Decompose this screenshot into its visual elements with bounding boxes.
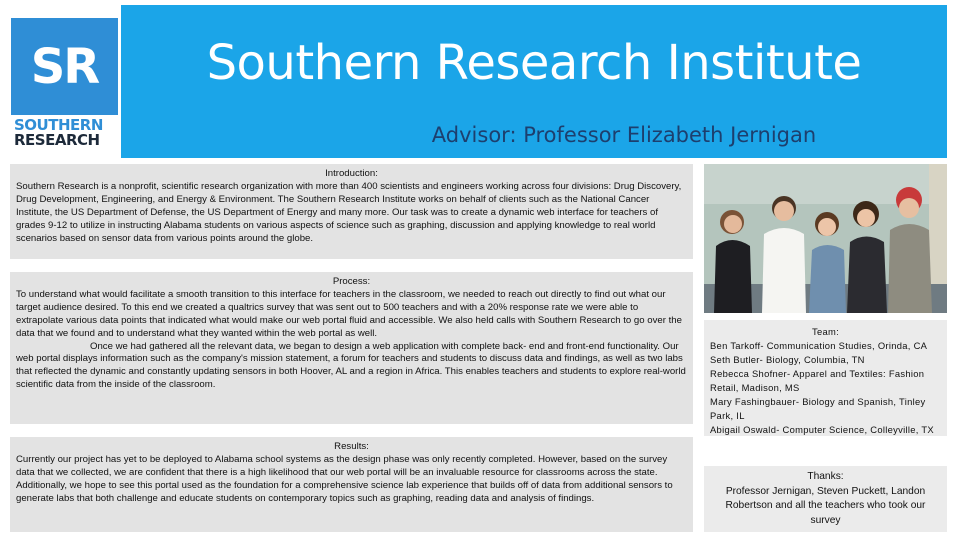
team-member: Rebecca Shofner- Apparel and Textiles: Fashion Retail, Madison, MS — [710, 368, 925, 393]
team-member: Seth Butler- Biology, Columbia, TN — [710, 354, 865, 365]
page-title: Southern Research Institute — [206, 35, 862, 91]
introduction-heading: Introduction: — [325, 168, 378, 179]
results-heading: Results: — [334, 441, 369, 452]
logo-wordmark — [14, 118, 122, 148]
results-panel — [10, 437, 693, 532]
process-body-1: To understand what would facilitate a smooth transition to this interface for teachers in the classroom, we needed to reach out directly to find out what our target audience desired. To this end we created a qualtrics survey that was sent out to 500 teachers and with a 20% response rate we were able to extrapolate various data points that indicated what would make our web portal fluid and accessible. We also held calls with Southern Research to go over the data that we found and to understand what they wanted within the web portal as well. — [16, 288, 682, 339]
logo-line-1: SOUTHERN — [14, 116, 103, 134]
team-photo — [704, 164, 947, 313]
thanks-body: Professor Jernigan, Steven Puckett, Landon Robertson and all the teachers who took our survey — [725, 485, 926, 526]
introduction-panel — [10, 164, 693, 259]
advisor-subtitle: Advisor: Professor Elizabeth Jernigan — [431, 123, 817, 147]
logo-mark-text: SR — [30, 38, 99, 95]
header-banner — [121, 5, 947, 158]
process-body-2-wrap — [16, 341, 687, 393]
team-photo-image — [704, 164, 947, 313]
introduction-body: Southern Research is a nonprofit, scientific research organization with more than 400 scientists and engineers working across four divisions: Drug Discovery, Drug Development, Engineering, and Energy & Environment. The Southern Research Institute works on behalf of clients such as the National Cancer Institute, the US Department of Defense, the US Department of Energy and many more. Our task was to create a dynamic web interface for teachers of grades 9-12 to utilize in instructing Alabama students on various aspects of science such as graphing, discussion and applying knowledge to real world scenarios based on sensor data from various points around the globe. — [16, 180, 682, 244]
process-body-2: Once we had gathered all the relevant data, we began to design a web application with complete back- end and front-end functionality. Our web portal displays information such as the company's mission statement, a forum for teachers and students to discuss data and findings, as well as two labs that reflected the dynamic and constantly updating sensors in both Hoover, AL and a region in Africa. This enables teachers and students to explore real-world scientific data from the inside of the classroom. — [16, 340, 686, 391]
team-member: Mary Fashingbauer- Biology and Spanish, Tinley Park, IL — [710, 396, 926, 421]
results-body: Currently our project has yet to be deployed to Alabama school systems as the design phase was only recently completed. However, based on the survey data that we collected, we are confident that there is a high likelihood that our web portal will be an invaluable resource for classrooms across the state. Additionally, we hope to see this portal used as the foundation for a comprehensive science lab experience that builds off of data from additional sensors to generate labs that both challenge and educate students on contemporary topics such as graphing, reading data and analysis of findings. — [16, 453, 673, 504]
logo-line-2: RESEARCH — [14, 131, 100, 149]
process-panel — [10, 272, 693, 424]
team-heading: Team: — [811, 326, 840, 337]
logo — [8, 8, 121, 157]
team-panel — [704, 320, 947, 436]
thanks-panel — [704, 466, 947, 532]
process-heading: Process: — [332, 276, 371, 287]
logo-mark — [11, 18, 118, 115]
team-member: Ben Tarkoff- Communication Studies, Orinda, CA — [710, 340, 928, 351]
team-member: Abigail Oswald- Computer Science, Colleyville, TX — [710, 424, 934, 435]
thanks-heading: Thanks: — [807, 471, 844, 482]
